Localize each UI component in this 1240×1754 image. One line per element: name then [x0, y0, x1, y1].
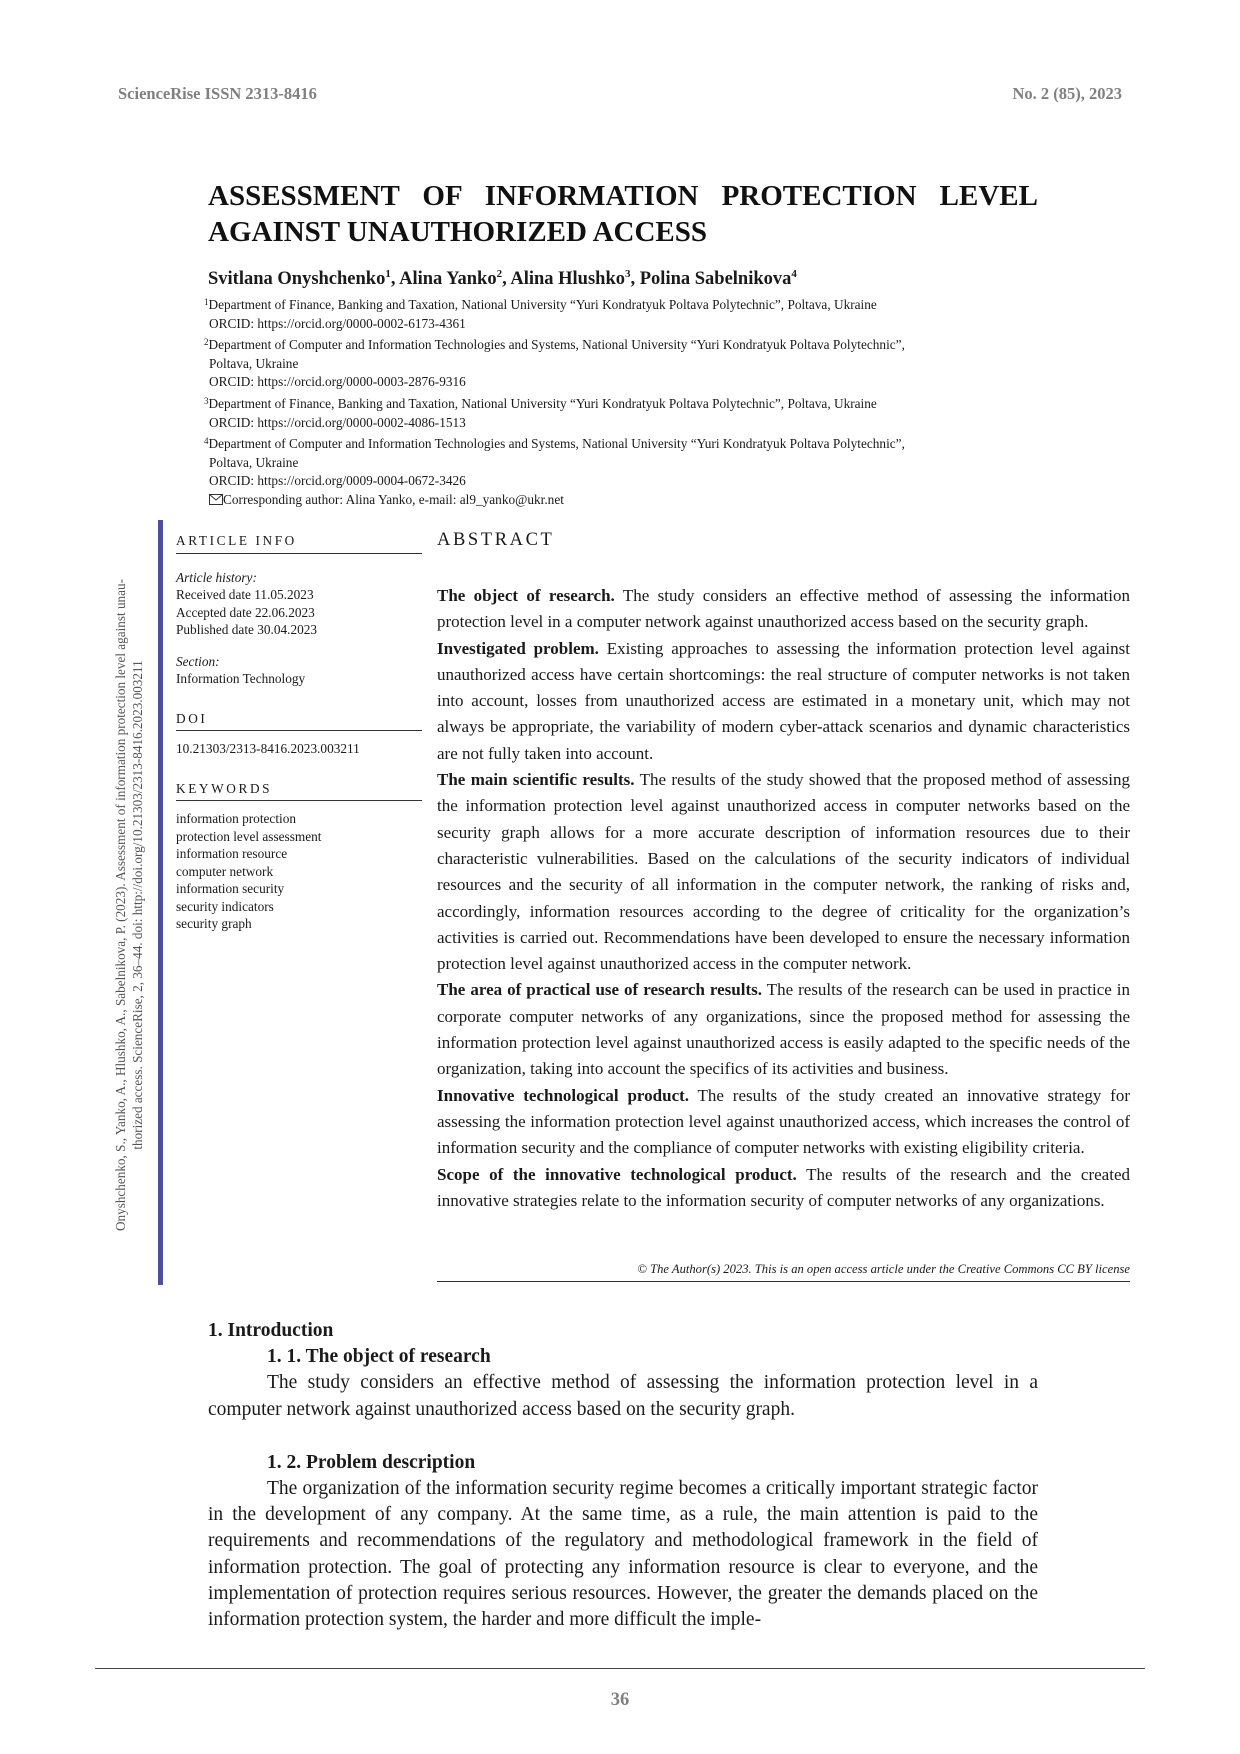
footer-rule: [95, 1668, 1145, 1669]
affiliation-mark: 2: [204, 337, 209, 348]
article-title: ASSESSMENT OF INFORMATION PROTECTION LEVEL AGAINST UNAUTHORIZED ACCESS: [208, 180, 1038, 248]
affiliation-mark: 1: [204, 297, 209, 307]
envelope-icon: [209, 492, 223, 511]
abstract-text: The study considers an effective method of assessing the information protection level in a computer network against unauthorized access based on the security graph.: [437, 586, 1130, 632]
affiliation-line: Poltava, Ukraine: [209, 454, 299, 470]
affiliation-text: Department of Finance, Banking and Taxation, National University “Yuri Kondratyuk Poltava Polytechnic”, Poltava, Ukraine: [208, 297, 877, 312]
license-note: © The Author(s) 2023. This is an open access article under the Creative Commons CC BY license: [437, 1262, 1130, 1282]
affiliation-line: [204, 392, 1034, 414]
abstract-label: Investigated problem.: [437, 638, 599, 658]
affiliation-text: Department of Finance, Banking and Taxation, National University “Yuri Kondratyuk Poltava Polytechnic”, Poltava, Ukraine: [208, 395, 877, 411]
author-mark: 2: [496, 268, 503, 280]
abstract-paragraph: [437, 767, 1130, 977]
body-paragraph: The study considers an effective method of assessing the information protection level in a computer network against unauthorized access based on the security graph.: [208, 1372, 1038, 1420]
abstract-label: The area of practical use of research results.: [437, 980, 762, 1000]
affiliations: [204, 293, 1034, 511]
sidebar-accent-bar: [158, 520, 163, 1285]
sidebar-citation: [112, 525, 146, 1285]
subsection-heading: 1. 1. The object of research: [267, 1346, 491, 1368]
author-name: Svitlana Onyshchenko: [208, 269, 386, 290]
abstract-label: Scope of the innovative technological product.: [437, 1164, 797, 1184]
abstract-text: The results of the study showed that the proposed method of assessing the information protection level against unauthorized access in computer networks based on the security graph allows for a more accurate description of information resources due to their characteristic vulnerabilities. Based on the calculations of the security indicators of individual resources and the security of all information in the computer network, the ranking of risks and, accordingly, information resources according to the degree of criticality for the organization’s activities is carried out. Recommendations have been developed to ensure the necessary information protection level against unauthorized access in the computer network.: [437, 770, 1130, 974]
keyword: protection level assessment: [176, 828, 322, 844]
abstract-paragraph: [437, 1162, 1130, 1215]
abstract-text: Existing approaches to assessing the information protection level against unauthorized access have certain shortcomings: the real structure of computer networks is not taken into account, losses from unauthorized access are estimated in a monetary unit, which may not always be appropriate, the variability of modern cyber-attack scenarios and dynamic characteristics are not fully taken into account.: [437, 638, 1130, 763]
orcid[interactable]: ORCID: https://orcid.org/0009-0004-0672-3426: [209, 473, 466, 489]
doi-heading: DOI: [176, 710, 422, 732]
issue-number: No. 2 (85), 2023: [1012, 84, 1122, 103]
abstract-label: The object of research.: [437, 586, 615, 605]
author-mark: 4: [791, 268, 797, 280]
orcid[interactable]: ORCID: https://orcid.org/0000-0002-4086-1513: [209, 414, 466, 430]
section-label: Section:: [176, 653, 220, 669]
author-name: Polina Sabelnikova: [639, 269, 792, 290]
abstract-paragraph: [437, 1083, 1130, 1162]
affiliation-text: Department of Computer and Information Technologies and Systems, National University “Yuri Kondratyuk Poltava Polytechnic”,: [208, 337, 905, 353]
page-number: 36: [610, 1690, 630, 1710]
section-heading: 1. Introduction: [208, 1320, 334, 1341]
citation-line: thorized access. ScienceRise, 2, 36–44. doi: http://doi.org/10.21303/2313-8416.2023.003211: [130, 660, 145, 1150]
keyword: security graph: [176, 916, 252, 931]
body-paragraph: The organization of the information security regime becomes a critically important strategic factor in the development of any company. At the same time, as a rule, the main attention is paid to the requirements and recommendations of the regulatory and methodological framework in the field of information protection. The goal of protecting any information resource is clear to everyone, and the implementation of protection requires serious resources. However, the greater the demands placed on the information protection system, the harder and more difficult the imple-: [208, 1478, 1038, 1631]
history-item: Received date 11.05.2023: [176, 587, 314, 602]
affiliation-mark: 4: [204, 436, 209, 447]
keyword: computer network: [176, 863, 274, 879]
abstract-paragraph: [437, 977, 1130, 1082]
author-list: Svitlana Onyshchenko$^1$, Alina Yanko$^2$, Alina Hlushko$^3$, Polina Sabelnikova$^4$: [208, 268, 797, 290]
keyword: security indicators: [176, 898, 274, 914]
history-item: Accepted date 22.06.2023: [176, 604, 315, 620]
abstract-paragraph: [437, 583, 1130, 636]
history-label: Article history:: [176, 569, 257, 585]
affiliation-mark: 3: [204, 395, 209, 406]
affiliation-text: Department of Computer and Information Technologies and Systems, National University “Yuri Kondratyuk Poltava Polytechnic”,: [208, 436, 905, 452]
abstract-text: The results of the study created an innovative strategy for assessing the information protection level against unauthorized access, which increases the control of information security and the compliance of computer networks with existing eligibility criteria.: [437, 1085, 1130, 1158]
doi-value[interactable]: 10.21303/2313-8416.2023.003211: [176, 741, 360, 756]
journal-name: ScienceRise ISSN 2313-8416: [118, 84, 317, 103]
abstract-text: The results of the research can be used in practice in corporate computer networks of any organizations, since the proposed method for assessing the information protection level against unauthorized access is easily adapted to the specific needs of the organization, taking into account the specifics of its activities and business.: [437, 980, 1131, 1079]
keyword: information resource: [176, 846, 288, 861]
corresponding-text: Corresponding author: Alina Yanko, e-mail: al9_yanko@ukr.net: [223, 491, 564, 507]
abstract-heading: ABSTRACT: [437, 530, 555, 550]
keywords-heading: KEYWORDS: [176, 780, 422, 802]
author-name: Alina Hlushko: [510, 269, 625, 290]
affiliation-line: Poltava, Ukraine: [209, 355, 299, 371]
history-item: Published date 30.04.2023: [176, 622, 318, 637]
abstract-label: The main scientific results.: [437, 770, 635, 790]
article-body: [208, 1318, 1038, 1633]
author-mark: 3: [625, 268, 631, 280]
abstract-label: Innovative technological product.: [437, 1085, 690, 1105]
affiliation-line: [204, 333, 1034, 355]
citation-line: Onyshchenko, S., Yanko, A., Hlushko, A., Sabelnikova, P. (2023). Assessment of information protection level against unau-: [113, 579, 128, 1231]
affiliation-line: [204, 293, 1034, 315]
orcid[interactable]: ORCID: https://orcid.org/0000-0003-2876-9316: [209, 374, 466, 390]
article-info: [176, 532, 422, 933]
abstract-body: [437, 583, 1130, 1214]
section-value: Information Technology: [176, 671, 306, 686]
affiliation-line: [204, 432, 1034, 454]
keyword: information protection: [176, 811, 297, 826]
subsection-heading: 1. 2. Problem description: [267, 1451, 476, 1473]
abstract-text: The results of the research and the created innovative strategies relate to the information security of computer networks of any organizations.: [437, 1164, 1130, 1210]
orcid[interactable]: ORCID: https://orcid.org/0000-0002-6173-4361: [209, 315, 466, 331]
keyword: information security: [176, 881, 285, 896]
corresponding-author: [204, 491, 1034, 511]
author-mark: 1: [385, 268, 391, 280]
abstract-paragraph: [437, 636, 1130, 767]
author-name: Alina Yanko: [399, 269, 497, 290]
article-info-heading: ARTICLE INFO: [176, 532, 422, 554]
